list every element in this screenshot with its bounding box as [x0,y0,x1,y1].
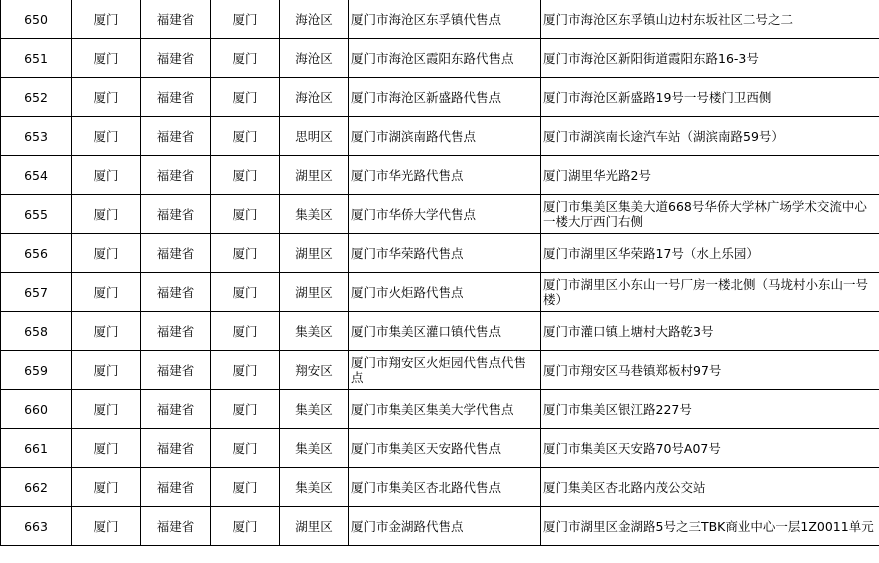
cell-outlet-name: 厦门市海沧区东孚镇代售点 [349,0,541,39]
cell-number: 656 [1,234,72,273]
cell-city: 厦门 [72,312,141,351]
cell-outlet-name: 厦门市火炬路代售点 [349,273,541,312]
cell-province: 福建省 [141,351,211,390]
cell-address: 厦门市海沧区新盛路19号一号楼门卫西侧 [541,78,879,117]
table-row [1,273,879,312]
cell-outlet-name: 厦门市翔安区火炬园代售点代售点 [349,351,541,390]
cell-city-2: 厦门 [211,390,280,429]
cell-address: 厦门湖里华光路2号 [541,156,879,195]
cell-city-2: 厦门 [211,0,280,39]
cell-district: 翔安区 [280,351,349,390]
cell-province: 福建省 [141,507,211,546]
cell-province: 福建省 [141,78,211,117]
cell-number: 657 [1,273,72,312]
cell-address: 厦门市集美区银江路227号 [541,390,879,429]
cell-city: 厦门 [72,39,141,78]
cell-city: 厦门 [72,195,141,234]
cell-province: 福建省 [141,195,211,234]
cell-number: 662 [1,468,72,507]
cell-outlet-name: 厦门市华荣路代售点 [349,234,541,273]
cell-address: 厦门市湖里区金湖路5号之三TBK商业中心一层1Z0011单元 [541,507,879,546]
cell-city: 厦门 [72,78,141,117]
cell-address: 厦门市翔安区马巷镇郑板村97号 [541,351,879,390]
cell-number: 663 [1,507,72,546]
cell-province: 福建省 [141,117,211,156]
cell-number: 659 [1,351,72,390]
cell-city-2: 厦门 [211,468,280,507]
table-row [1,78,879,117]
cell-province: 福建省 [141,156,211,195]
cell-number: 651 [1,39,72,78]
cell-city-2: 厦门 [211,312,280,351]
cell-outlet-name: 厦门市华光路代售点 [349,156,541,195]
cell-city-2: 厦门 [211,507,280,546]
cell-outlet-name: 厦门市集美区集美大学代售点 [349,390,541,429]
cell-address: 厦门集美区杏北路内茂公交站 [541,468,879,507]
cell-outlet-name: 厦门市海沧区新盛路代售点 [349,78,541,117]
cell-address: 厦门市集美区天安路70号A07号 [541,429,879,468]
cell-district: 湖里区 [280,234,349,273]
cell-district: 湖里区 [280,156,349,195]
cell-city-2: 厦门 [211,156,280,195]
cell-province: 福建省 [141,312,211,351]
cell-district: 思明区 [280,117,349,156]
cell-city: 厦门 [72,0,141,39]
cell-address: 厦门市湖滨南长途汽车站（湖滨南路59号） [541,117,879,156]
cell-number: 652 [1,78,72,117]
cell-address: 厦门市海沧区新阳街道霞阳东路16-3号 [541,39,879,78]
cell-city-2: 厦门 [211,234,280,273]
table-row [1,234,879,273]
cell-address: 厦门市湖里区华荣路17号（水上乐园） [541,234,879,273]
cell-city: 厦门 [72,273,141,312]
cell-city: 厦门 [72,429,141,468]
cell-address: 厦门市集美区集美大道668号华侨大学林广场学术交流中心一楼大厅西门右侧 [541,195,879,234]
cell-province: 福建省 [141,234,211,273]
cell-district: 集美区 [280,312,349,351]
cell-district: 集美区 [280,468,349,507]
cell-address: 厦门市海沧区东孚镇山边村东坂社区二号之二 [541,0,879,39]
cell-address: 厦门市灌口镇上塘村大路乾3号 [541,312,879,351]
cell-district: 湖里区 [280,273,349,312]
cell-district: 海沧区 [280,39,349,78]
cell-province: 福建省 [141,273,211,312]
cell-number: 661 [1,429,72,468]
cell-outlet-name: 厦门市海沧区霞阳东路代售点 [349,39,541,78]
cell-number: 653 [1,117,72,156]
cell-city: 厦门 [72,390,141,429]
table-row [1,0,879,39]
cell-district: 集美区 [280,195,349,234]
cell-city-2: 厦门 [211,351,280,390]
cell-outlet-name: 厦门市湖滨南路代售点 [349,117,541,156]
cell-number: 654 [1,156,72,195]
cell-district: 湖里区 [280,507,349,546]
cell-city: 厦门 [72,507,141,546]
table-row [1,39,879,78]
cell-city: 厦门 [72,468,141,507]
cell-outlet-name: 厦门市金湖路代售点 [349,507,541,546]
cell-city: 厦门 [72,351,141,390]
cell-outlet-name: 厦门市集美区杏北路代售点 [349,468,541,507]
cell-district: 海沧区 [280,0,349,39]
table-row [1,117,879,156]
cell-province: 福建省 [141,39,211,78]
table-row [1,156,879,195]
cell-district: 集美区 [280,429,349,468]
cell-province: 福建省 [141,468,211,507]
cell-province: 福建省 [141,0,211,39]
cell-outlet-name: 厦门市集美区灌口镇代售点 [349,312,541,351]
cell-city: 厦门 [72,156,141,195]
cell-city: 厦门 [72,234,141,273]
cell-number: 650 [1,0,72,39]
table-row [1,195,879,234]
cell-city-2: 厦门 [211,273,280,312]
table-row [1,429,879,468]
cell-city-2: 厦门 [211,39,280,78]
table-row [1,312,879,351]
cell-city-2: 厦门 [211,429,280,468]
cell-province: 福建省 [141,429,211,468]
cell-district: 海沧区 [280,78,349,117]
table-row [1,351,879,390]
table-row [1,507,879,546]
cell-city-2: 厦门 [211,78,280,117]
cell-number: 655 [1,195,72,234]
table-row [1,390,879,429]
cell-district: 集美区 [280,390,349,429]
cell-number: 658 [1,312,72,351]
cell-province: 福建省 [141,390,211,429]
table-row [1,468,879,507]
cell-city-2: 厦门 [211,195,280,234]
cell-city-2: 厦门 [211,117,280,156]
cell-address: 厦门市湖里区小东山一号厂房一楼北侧（马垅村小东山一号楼） [541,273,879,312]
cell-city: 厦门 [72,117,141,156]
table-body [1,0,879,546]
cell-outlet-name: 厦门市华侨大学代售点 [349,195,541,234]
cell-number: 660 [1,390,72,429]
cell-outlet-name: 厦门市集美区天安路代售点 [349,429,541,468]
